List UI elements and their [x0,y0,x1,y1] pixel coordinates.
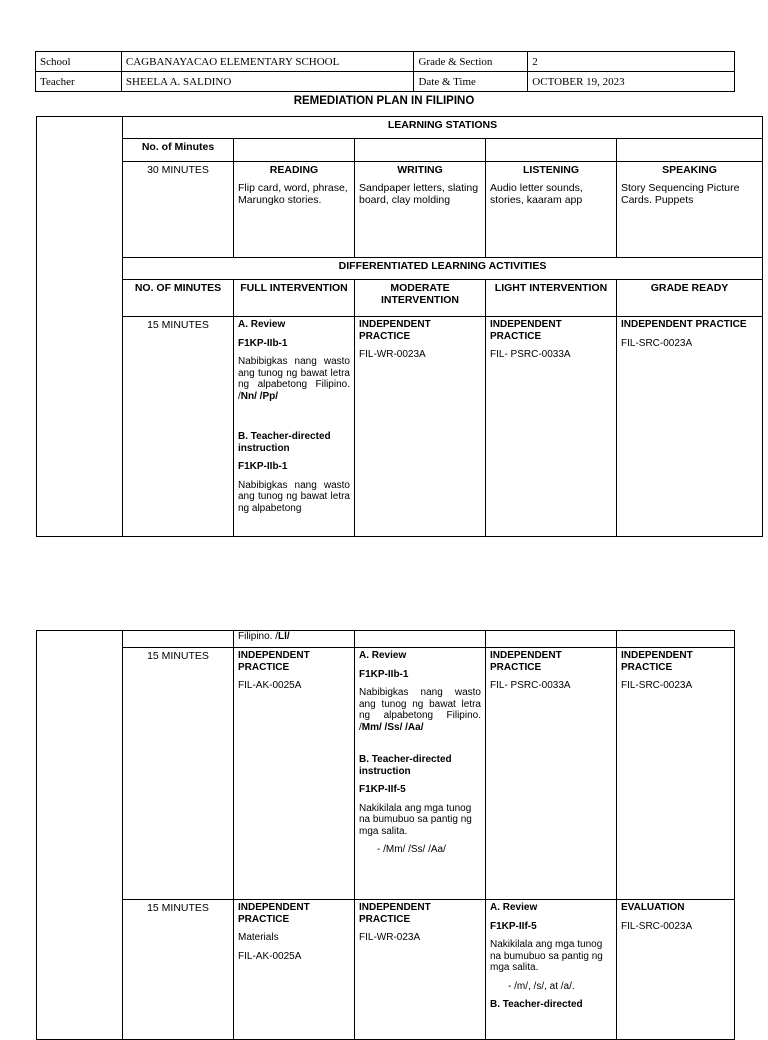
row2-grade-head: INDEPENDENT PRACTICE [621,650,693,673]
dla-heading: DIFFERENTIATED LEARNING ACTIVITIES [123,258,763,280]
row1-full-teacher: B. Teacher-directed instruction [238,431,331,454]
page-title: REMEDIATION PLAN IN FILIPINO [293,95,475,107]
row3-full-head: INDEPENDENT PRACTICE [238,902,310,925]
row1-light-head: INDEPENDENT PRACTICE [490,319,562,342]
listening-text: Audio letter sounds, stories, kaaram app [490,182,583,206]
teacher-label: Teacher [36,72,122,92]
blank-left-column-2 [37,631,123,1040]
reading-heading: READING [269,164,319,176]
listening-heading: LISTENING [522,164,579,176]
row2-moderate-text: Nabibigkas nang wasto ang tunog ng bawat letra ng alpabetong Filipino. /Mm/ /Ss/ /Aa/ [359,687,481,733]
row3-light-review: A. Review [490,902,538,913]
row3-full-materials: Materials [238,932,279,943]
row2-grade-code: FIL-SRC-0023A [621,680,693,691]
row1-grade-head: INDEPENDENT PRACTICE [621,319,747,330]
school-label: School [36,52,122,72]
row1-moderate-code: FIL-WR-0023A [359,349,426,360]
row2-moderate-list: - /Mm/ /Ss/ /Aa/ [377,844,446,855]
row3-grade-head: EVALUATION [621,902,685,913]
row2-full-cell [234,648,355,900]
main-table [36,116,763,537]
row1-light-cell [486,317,617,537]
teacher-value: SHEELA A. SALDINO [121,72,414,92]
row2-moderate-teacher: B. Teacher-directed instruction [359,754,452,777]
school-value: CAGBANAYACAO ELEMENTARY SCHOOL [121,52,414,72]
row2-moderate-text2: Nakikilala ang mga tunog na bumubuo sa pantig ng mga salita. [359,802,472,837]
row1-full-letters: Nn/ /Pp/ [240,390,279,402]
row2-full-code: FIL-AK-0025A [238,680,302,691]
row2-minutes: 15 MINUTES [123,648,234,900]
writing-heading: WRITING [397,164,443,176]
stations-minutes-value: 30 MINUTES [123,162,234,258]
row3-light-text: Nakikilala ang mga tunog na bumubuo sa pantig ng mga salita. [490,939,603,973]
row2-moderate-code2: F1KP-IIf-5 [359,784,406,795]
row1-full-cell [234,317,355,537]
row3-light-list: - /m/, /s/, at /a/. [508,980,575,992]
row1-grade-cell [617,317,763,537]
date-label: Date & Time [414,72,528,92]
row1-moderate-head: INDEPENDENT PRACTICE [359,319,431,342]
row1-minutes: 15 MINUTES [123,317,234,537]
row2-moderate-letters: Mm/ /Ss/ /Aa/ [361,721,424,733]
row1-full-code2: F1KP-IIb-1 [238,461,288,472]
continuation-table [36,630,735,1040]
row3-light-code: F1KP-IIf-5 [490,920,537,932]
row3-moderate-code: FIL-WR-023A [359,932,421,943]
grade-value: 2 [528,52,735,72]
row1-full-text2: Nabibigkas nang wasto ang tunog ng bawat letra ng alpabetong [238,479,350,514]
date-value: OCTOBER 19, 2023 [528,72,735,92]
speaking-heading: SPEAKING [662,164,717,176]
row1-full-continued: Filipino. /Ll/ [234,631,355,648]
full-intervention-head: FULL INTERVENTION [234,280,355,317]
row2-full-head: INDEPENDENT PRACTICE [238,650,310,673]
row1-full-review: A. Review [238,319,286,330]
row2-moderate-code: F1KP-IIb-1 [359,668,409,680]
row3-full-code: FIL-AK-0025A [238,950,302,962]
row1-moderate-cell [355,317,486,537]
moderate-intervention-head: MODERATE INTERVENTION [355,280,486,317]
stations-heading: LEARNING STATIONS [123,117,763,139]
row3-light-teacher: B. Teacher-directed [490,999,583,1010]
listening-cell [486,162,617,258]
dla-minutes-head: NO. OF MINUTES [123,280,234,317]
row1-full-text: Nabibigkas nang wasto ang tunog ng bawat letra ng alpabetong Filipino. /Nn/ /Pp/ [238,356,350,402]
speaking-cell [617,162,763,258]
writing-text: Sandpaper letters, slating board, clay molding [359,182,479,206]
row1-full-code: F1KP-IIb-1 [238,337,288,349]
row3-full-cell [234,900,355,1040]
row3-grade-cell [617,900,735,1040]
row2-grade-cell [617,648,735,900]
stations-minutes-label: No. of Minutes [123,139,234,162]
speaking-text: Story Sequencing Picture Cards. Puppets [621,182,740,206]
header-table [35,51,735,92]
reading-cell [234,162,355,258]
row1-grade-code: FIL-SRC-0023A [621,337,693,349]
row2-light-code: FIL- PSRC-0033A [490,680,571,691]
row2-moderate-review: A. Review [359,650,407,661]
row2-moderate-cell [355,648,486,900]
light-intervention-head: LIGHT INTERVENTION [486,280,617,317]
row1-light-code: FIL- PSRC-0033A [490,349,571,360]
row3-moderate-cell [355,900,486,1040]
row3-grade-code: FIL-SRC-0023A [621,920,693,932]
row2-light-head: INDEPENDENT PRACTICE [490,650,562,673]
reading-text: Flip card, word, phrase, Marungko stories. [238,182,348,206]
writing-cell [355,162,486,258]
row3-minutes: 15 MINUTES [123,900,234,1040]
grade-ready-head: GRADE READY [617,280,763,317]
row3-light-cell [486,900,617,1040]
row2-light-cell [486,648,617,900]
grade-label: Grade & Section [414,52,528,72]
blank-left-column [37,117,123,537]
row3-moderate-head: INDEPENDENT PRACTICE [359,902,431,925]
